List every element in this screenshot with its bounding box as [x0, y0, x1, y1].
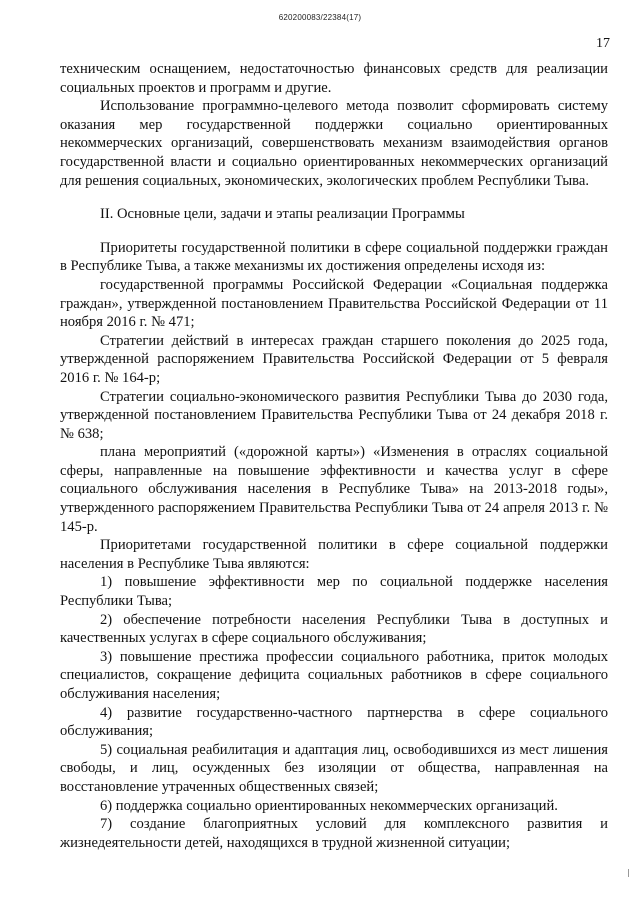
paragraph-source-federal-program: государственной программы Российской Федерации «Социальная поддержка граждан», утвержденной постановлением Правительства Российской Федерации от 11 ноября 2016 г. № 471; — [60, 276, 608, 331]
section-heading: II. Основные цели, задачи и этапы реализации Программы — [100, 206, 465, 223]
priority-item: 5) социальная реабилитация и адаптация лиц, освободившихся из мест лишения свободы, и лиц, осужденных без изоляции от общества, направленная на восстановление утраченных общественных связей; — [60, 741, 608, 795]
page-content — [60, 60, 608, 852]
priority-item: 1) повышение эффективности мер по социальной поддержке населения Республики Тыва; — [60, 574, 608, 610]
paragraph-priorities-lead: Приоритетами государственной политики в сфере социальной поддержки населения в Республике Тыва являются: — [60, 537, 608, 572]
priority-item: 2) обеспечение потребности населения Республики Тыва в доступных и качественных услугах в сфере социального обслуживания; — [60, 611, 608, 647]
priority-item: 7) создание благоприятных условий для комплексного развития и жизнедеятельности детей, находящихся в трудной жизненной ситуации; — [60, 816, 608, 851]
priority-item: 6) поддержка социально ориентированных некоммерческих организаций. — [100, 797, 558, 814]
priority-item: 4) развитие государственно-частного партнерства в сфере социального обслуживания; — [60, 704, 608, 740]
paragraph-program-method: Использование программно-целевого метода позволит сформировать систему оказания мер государственной поддержки социально ориентированных некоммерческих организаций, совершенствовать механизм взаимодействия органов государственной власти и социально ориентированных некоммерческих организаций для решения социальных, экономических, экологических проблем Республики Тыва. — [60, 98, 608, 189]
priority-item: 3) повышение престижа профессии социального работника, приток молодых специалистов, сокращение дефицита социальных работников в сфере социального обслуживания населения; — [60, 648, 608, 702]
paragraph-source-elderly-strategy: Стратегии действий в интересах граждан старшего поколения до 2025 года, утвержденной распоряжением Правительства Российской Федерации от 5 февраля 2016 г. № 164-р; — [60, 332, 608, 386]
document-id: 620200083/22384(17) — [278, 13, 362, 22]
paragraph-source-roadmap: плана мероприятий («дорожной карты») «Изменения в отраслях социальной сферы, направленные на повышение эффективности и качества услуг в сфере социального обслуживания населения в Республике Тыва» на 2013-2018 годы», утвержденного распоряжением Правительства Республики Тыва от 24 апреля 2013 г. № 145-р. — [60, 444, 608, 535]
paragraph-priorities-intro: Приоритеты государственной политики в сфере социальной поддержки граждан в Республике Тыва, а также механизмы их достижения определены исходя из: — [60, 239, 608, 275]
scan-mark — [628, 869, 632, 877]
paragraph-continuation: техническим оснащением, недостаточностью финансовых средств для реализации социальных проектов и программ и другие. — [60, 61, 608, 96]
paragraph-source-regional-strategy: Стратегии социально-экономического развития Республики Тыва до 2030 года, утвержденной постановлением Правительства Республики Тыва от 24 декабря 2018 г. № 638; — [60, 388, 608, 442]
page-number: 17 — [596, 36, 610, 51]
